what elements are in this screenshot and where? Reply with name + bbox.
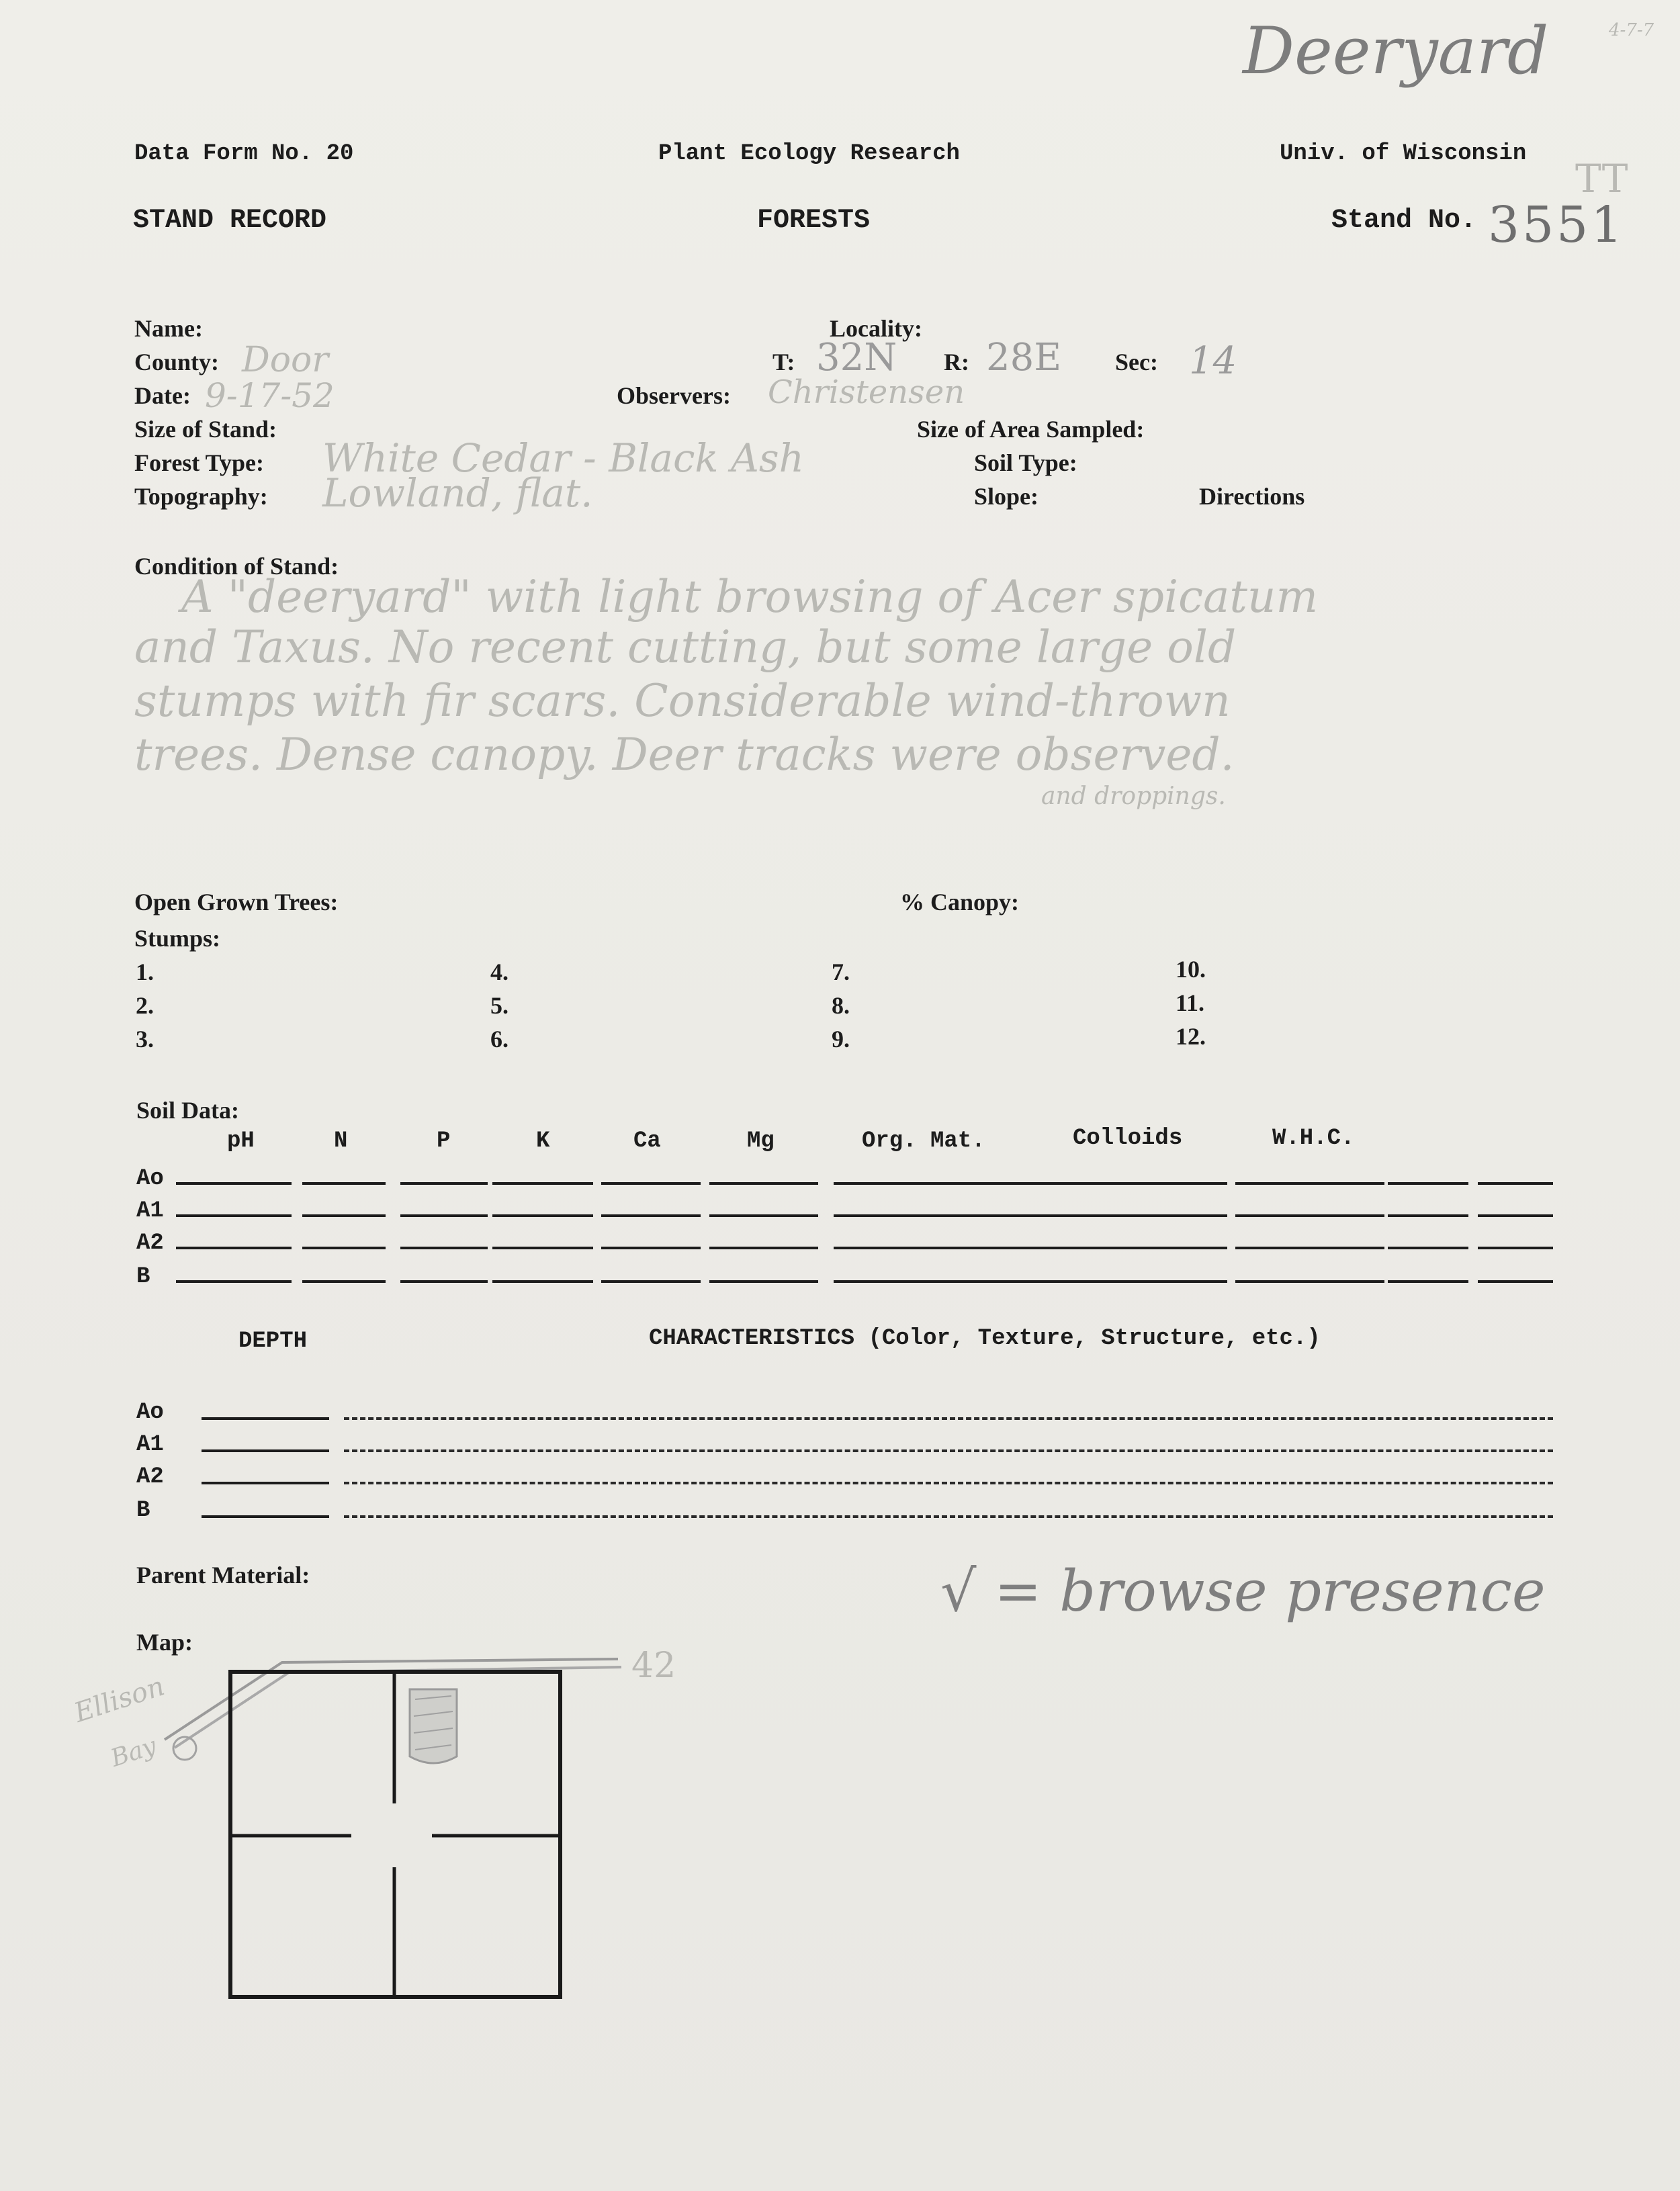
- parent-material-label: Parent Material:: [136, 1562, 310, 1589]
- stump-number: 7.: [832, 958, 850, 985]
- condition-line-2: and Taxus. No recent cutting, but some large old: [134, 621, 1237, 673]
- condition-line-1: A "deeryard" with light browsing of Acer spicatum: [181, 571, 1319, 623]
- name-label: Name:: [134, 315, 203, 342]
- stand-record-title: STAND RECORD: [133, 206, 327, 236]
- sec-label: Sec:: [1115, 349, 1158, 375]
- stand-no-value: 3551: [1488, 196, 1626, 254]
- university: Univ. of Wisconsin: [1280, 141, 1527, 167]
- soil-col-p: P: [437, 1128, 451, 1154]
- observers-value: Christensen: [768, 373, 965, 411]
- org-title: Plant Ecology Research: [658, 141, 960, 167]
- map-place-name: Bay: [107, 1732, 160, 1773]
- browse-presence-note: √ = browse presence: [940, 1558, 1546, 1624]
- sec-value: 14: [1189, 339, 1237, 383]
- depth-label: DEPTH: [238, 1329, 308, 1354]
- directions-label: Directions: [1199, 483, 1305, 510]
- observers-label: Observers:: [617, 382, 731, 409]
- size-of-area-label: Size of Area Sampled:: [917, 416, 1145, 443]
- soil-col-whc: W.H.C.: [1272, 1126, 1355, 1151]
- deeryard-note: Deeryard: [1243, 13, 1549, 89]
- open-grown-label: Open Grown Trees:: [134, 889, 339, 915]
- slope-label: Slope:: [974, 483, 1039, 510]
- soil-col-k: K: [536, 1128, 550, 1154]
- topography-value: Lowland, flat.: [322, 470, 593, 516]
- county-label: County:: [134, 349, 220, 375]
- stump-number: 9.: [832, 1026, 850, 1053]
- form-number: Data Form No. 20: [134, 141, 354, 167]
- soil-data-label: Soil Data:: [136, 1097, 239, 1124]
- t-value: 32N: [816, 336, 897, 379]
- corner-mark: 4-7-7: [1609, 20, 1654, 40]
- stump-number: 3.: [136, 1026, 154, 1053]
- soil-col-org-mat: Org. Mat.: [862, 1128, 985, 1154]
- locality-label: Locality:: [830, 315, 922, 342]
- forest-type-label: Forest Type:: [134, 449, 264, 476]
- date-label: Date:: [134, 382, 191, 409]
- stump-number: 6.: [490, 1026, 509, 1053]
- stump-number: 2.: [136, 992, 154, 1019]
- stand-no-label: Stand No.: [1331, 206, 1477, 236]
- stand-no-mark: TT: [1575, 156, 1628, 202]
- soil-col-ph: pH: [227, 1128, 255, 1154]
- stump-number: 8.: [832, 992, 850, 1019]
- condition-line-3: stumps with fir scars. Considerable wind-thrown: [134, 675, 1231, 727]
- soil-col-ca: Ca: [633, 1128, 661, 1154]
- condition-insert: and droppings.: [1041, 782, 1226, 810]
- size-of-stand-label: Size of Stand:: [134, 416, 277, 443]
- stumps-label: Stumps:: [134, 925, 221, 952]
- depth-row-label: A1: [136, 1432, 164, 1458]
- t-label: T:: [772, 349, 795, 375]
- soil-col-colloids: Colloids: [1073, 1126, 1183, 1151]
- map-place-name: Ellison: [71, 1670, 169, 1729]
- depth-row-label: A2: [136, 1464, 164, 1490]
- map-label: Map:: [136, 1629, 193, 1656]
- soil-row-label: A2: [136, 1231, 164, 1256]
- r-label: R:: [944, 349, 969, 375]
- map-section-number: 42: [631, 1646, 676, 1686]
- date-value: 9-17-52: [205, 376, 335, 415]
- soil-row-label: Ao: [136, 1166, 164, 1192]
- r-value: 28E: [986, 336, 1062, 379]
- soil-col-n: N: [334, 1128, 348, 1154]
- stump-number: 12.: [1176, 1023, 1206, 1050]
- soil-type-label: Soil Type:: [974, 449, 1077, 476]
- characteristics-label: CHARACTERISTICS (Color, Texture, Structure, etc.): [649, 1326, 1321, 1351]
- stump-number: 5.: [490, 992, 509, 1019]
- stump-number: 10.: [1176, 956, 1206, 983]
- condition-label: Condition of Stand:: [134, 553, 339, 580]
- stump-number: 4.: [490, 958, 509, 985]
- forests-title: FORESTS: [757, 206, 871, 236]
- depth-row-label: Ao: [136, 1400, 164, 1425]
- canopy-label: % Canopy:: [900, 889, 1020, 915]
- depth-row-label: B: [136, 1498, 150, 1523]
- stump-number: 11.: [1176, 989, 1205, 1016]
- soil-col-mg: Mg: [747, 1128, 775, 1154]
- topography-label: Topography:: [134, 483, 268, 510]
- condition-line-4: trees. Dense canopy. Deer tracks were observed.: [134, 729, 1235, 780]
- county-value: Door: [242, 340, 329, 380]
- soil-row-label: B: [136, 1264, 150, 1290]
- forest-type-value: White Cedar - Black Ash: [322, 435, 805, 481]
- soil-row-label: A1: [136, 1198, 164, 1224]
- stump-number: 1.: [136, 958, 154, 985]
